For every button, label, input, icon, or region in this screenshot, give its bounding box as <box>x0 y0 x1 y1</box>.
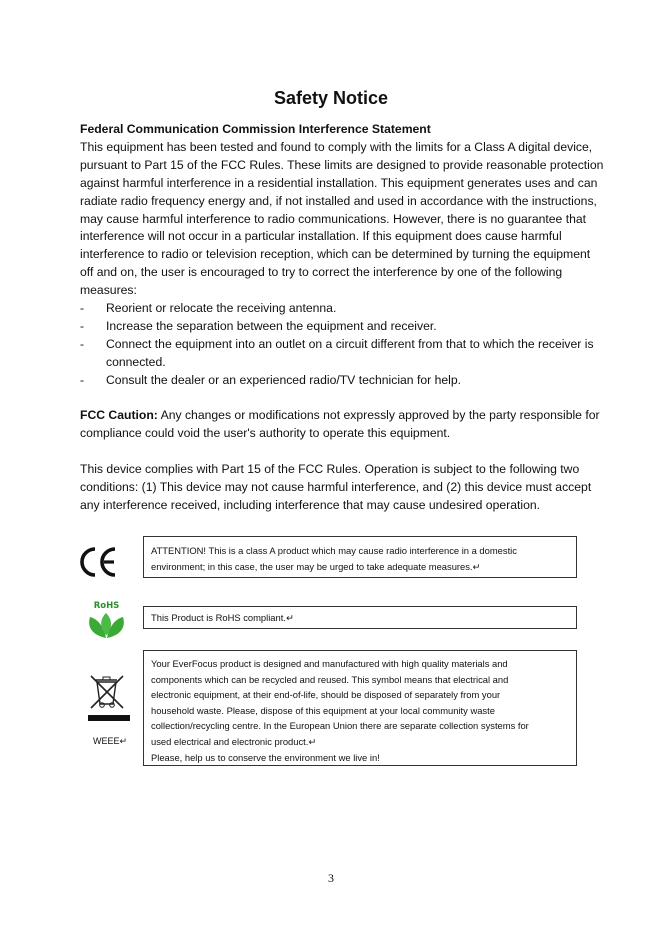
ce-notice-box <box>143 536 577 578</box>
compliance-statement: This device complies with Part 15 of the FCC Rules. Operation is subject to the following two conditions: (1) This device may not cause harmful interference, and (2) this device must accept any interference received, including interference that may cause undesired operation. <box>80 462 592 512</box>
rohs-logo-icon <box>84 597 129 639</box>
weee-notice-line: Please, help us to conserve the environment we live in! <box>151 751 380 763</box>
fcc-statement: This equipment has been tested and found to comply with the limits for a Class A digital device, pursuant to Part 15 of the FCC Rules. These limits are designed to provide reasonable protection against harmful interference in a residential installation. This equipment generates uses and can radiate radio frequency energy and, if not installed and used in accordance with the instructions, may cause harmful interference to radio communications. However, there is no guarantee that interference will not occur in a particular installation. If this equipment does cause harmful interference to radio or television reception, which can be determined by turning the equipment off and on, the user is encouraged to try to correct the interference by one of the following measures: <box>80 139 604 298</box>
weee-notice-line: household waste. Please, dispose of this equipment at your local community waste <box>151 704 495 716</box>
ce-mark-icon <box>78 546 118 578</box>
measure-item: - Connect the equipment into an outlet on a circuit different from that to which the receiver is connected. <box>80 336 605 372</box>
fcc-caution-text: Any changes or modifications not expressly approved by the party responsible for compliance could void the user's authority to operate this equipment. <box>80 408 600 441</box>
weee-notice-box <box>143 650 577 766</box>
page-title: Safety Notice <box>273 88 389 108</box>
rohs-notice-box <box>143 606 577 629</box>
weee-notice-line: components which can be recycled and reused. This symbol means that electrical and <box>151 673 509 685</box>
measure-item: - Reorient or relocate the receiving antenna. <box>80 300 605 318</box>
measures-list <box>80 300 605 390</box>
page-number: 3 <box>328 871 334 885</box>
weee-notice-line: electronic equipment, at their end-of-life, should be disposed of separately from your <box>151 689 501 701</box>
fcc-caution <box>80 407 605 443</box>
measure-item: - Increase the separation between the equipment and receiver. <box>80 318 605 336</box>
weee-label: WEEE↵ <box>93 736 128 746</box>
ce-notice-text: ATTENTION! This is a class A product which may cause radio interference in a domestic environment; in this case, the user may be urged to take adequate measures.↵ <box>151 545 517 572</box>
rohs-notice-text: This Product is RoHS compliant.↵ <box>151 612 294 623</box>
measure-item: - Consult the dealer or an experienced radio/TV technician for help. <box>80 372 605 390</box>
weee-bin-icon <box>86 672 132 722</box>
fcc-caution-label: FCC Caution: <box>80 408 158 423</box>
weee-notice-line: used electrical and electronic product.↵ <box>151 735 317 747</box>
main-content <box>80 121 605 515</box>
rohs-logo-text: RoHS <box>93 601 120 611</box>
weee-notice-line: Your EverFocus product is designed and manufactured with high quality materials and <box>151 658 508 669</box>
weee-notice-line: collection/recycling centre. In the European Union there are separate collection systems for <box>151 720 529 732</box>
fcc-heading: Federal Communication Commission Interference Statement <box>80 122 431 136</box>
